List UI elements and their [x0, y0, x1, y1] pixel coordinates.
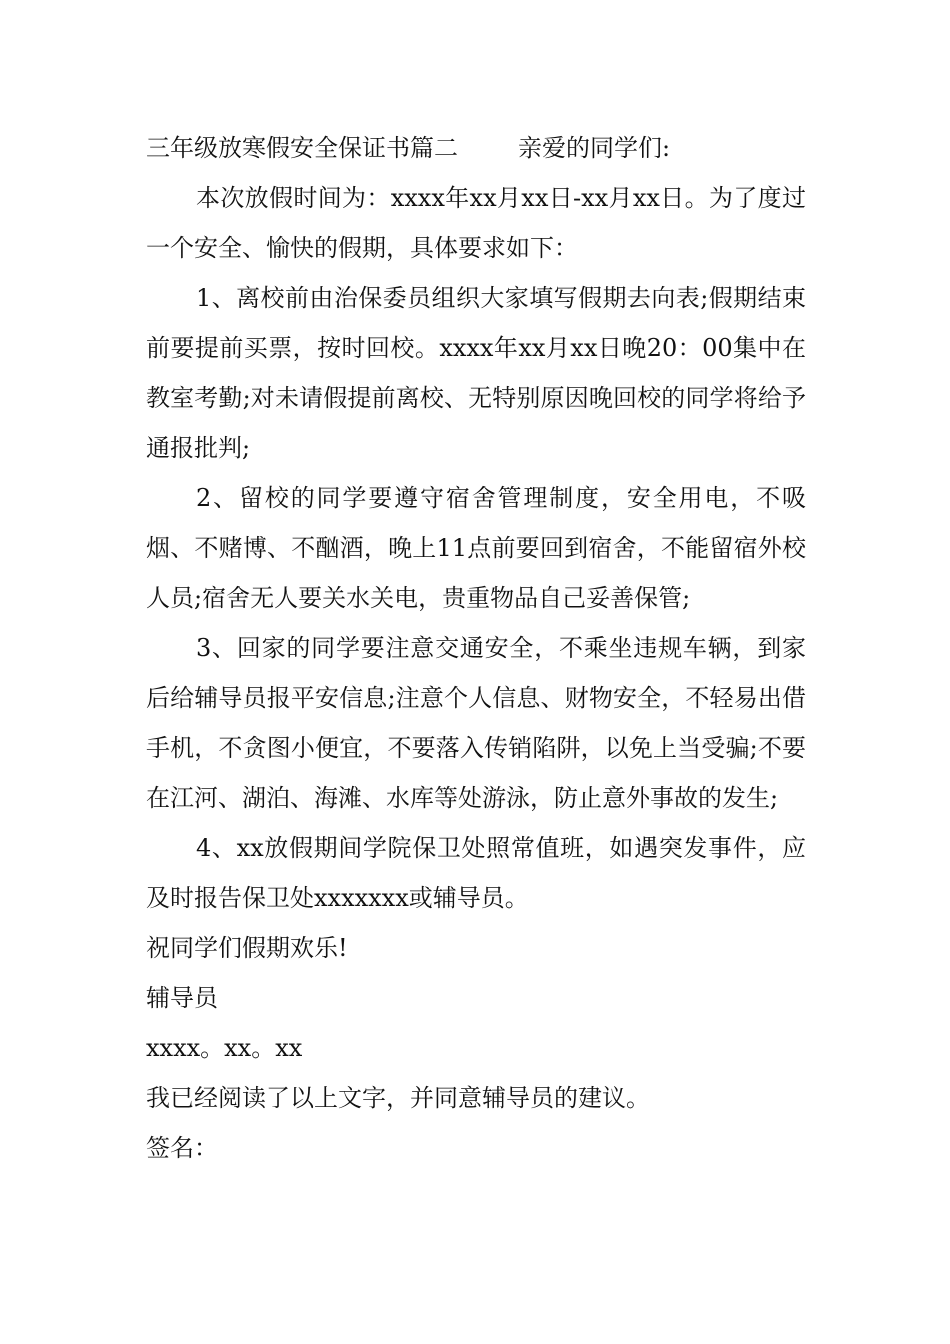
signer-title: 辅导员: [146, 984, 218, 1012]
title-line: [146, 123, 806, 173]
signature-label: 签名：: [146, 1134, 218, 1162]
requirement-item-1: 1、离校前由治保委员组织大家填写假期去向表;假期结束前要提前买票，按时回校。xxxx年xx月xx日晚20：00集中在教室考勤;对未请假提前离校、无特别原因晚回校的同学将给予通报批判;: [146, 284, 806, 462]
document-title: 三年级放寒假安全保证书篇二: [146, 134, 458, 162]
intro-paragraph: 本次放假时间为：xxxx年xx月xx日-xx月xx日。为了度过一个安全、愉快的假期，具体要求如下：: [146, 184, 806, 262]
acknowledgement-statement: 我已经阅读了以上文字，并同意辅导员的建议。: [146, 1084, 650, 1112]
greeting: 亲爱的同学们:: [518, 134, 671, 162]
requirement-item-4: 4、xx放假期间学院保卫处照常值班，如遇突发事件，应及时报告保卫处xxxxxxx或辅导员。: [146, 834, 806, 912]
requirement-item-2: 2、留校的同学要遵守宿舍管理制度，安全用电，不吸烟、不赌博、不酗酒，晚上11点前要回到宿舍，不能留宿外校人员;宿舍无人要关水关电，贵重物品自己妥善保管;: [146, 484, 806, 612]
document-date: xxxx。xx。xx: [146, 1034, 303, 1062]
requirement-item-3: 3、回家的同学要注意交通安全，不乘坐违规车辆，到家后给辅导员报平安信息;注意个人信息、财物安全，不轻易出借手机，不贪图小便宜，不要落入传销陷阱，以免上当受骗;不要在江河、湖泊、海滩、水库等处游泳，防止意外事故的发生;: [146, 634, 806, 812]
closing-wish: 祝同学们假期欢乐!: [146, 934, 348, 962]
document-body: [146, 123, 806, 1173]
